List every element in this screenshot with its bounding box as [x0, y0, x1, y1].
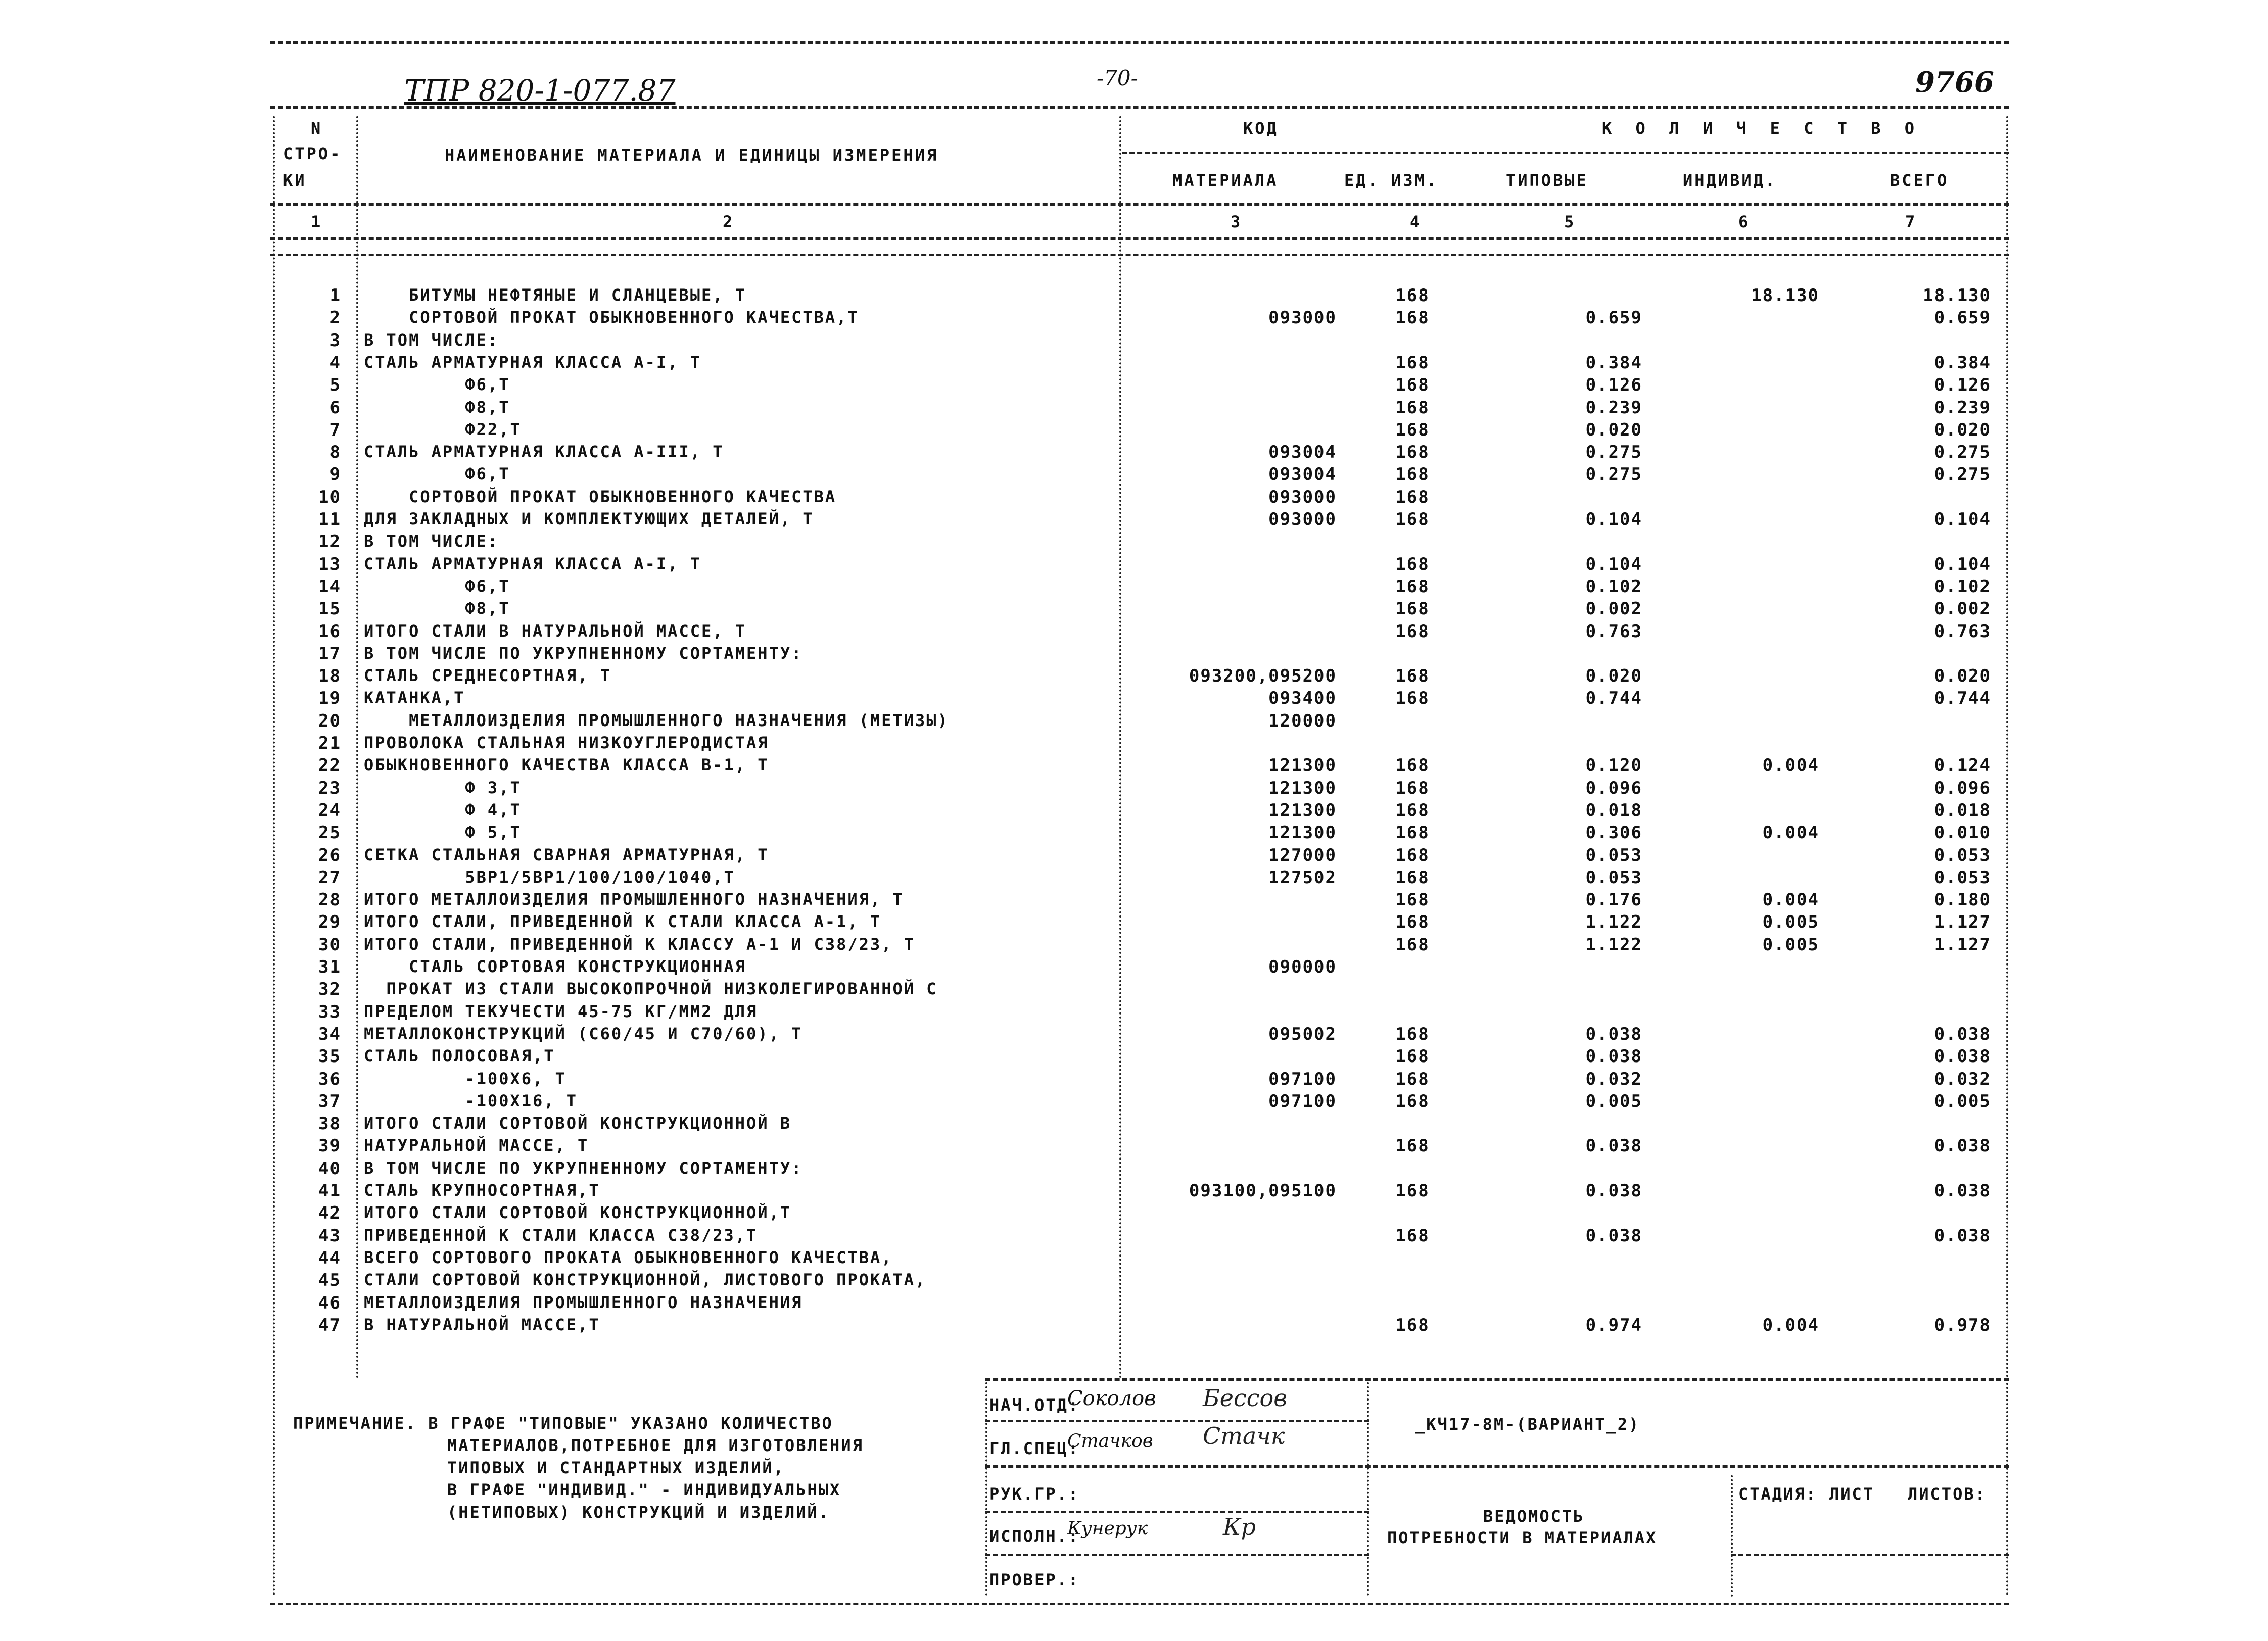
row-total-qty: 18.130	[1923, 285, 1991, 306]
stadiya-label: СТАДИЯ:	[1738, 1484, 1817, 1504]
row-material-name: В НАТУРАЛЬНОЙ МАССЕ,Т	[364, 1315, 600, 1334]
row-unit-code: 168	[1395, 1046, 1430, 1067]
ispoln-signature: Кр	[1223, 1513, 1256, 1540]
row-typical-qty: 0.176	[1585, 890, 1642, 910]
row-total-qty: 0.020	[1934, 420, 1991, 440]
row-material-name: В ТОМ ЧИСЛЕ ПО УКРУПНЕННОМУ СОРТАМЕНТУ:	[364, 644, 803, 663]
row-number: 21	[318, 733, 341, 753]
row-individual-qty: 18.130	[1751, 285, 1819, 306]
row-material-name: Ф 3,Т	[364, 778, 522, 797]
row-total-qty: 0.104	[1934, 509, 1991, 529]
row-typical-qty: 0.038	[1585, 1024, 1642, 1044]
row-material-name: В ТОМ ЧИСЛЕ:	[364, 330, 499, 350]
row-unit-code: 168	[1395, 912, 1430, 932]
row-material-code: 121300	[1268, 778, 1337, 798]
row-material-code: 120000	[1268, 711, 1337, 731]
row-number: 43	[318, 1226, 341, 1246]
gl-spec-signature: Стачк	[1203, 1422, 1285, 1450]
header-num-5: 5	[1564, 212, 1576, 231]
row-typical-qty: 0.005	[1585, 1091, 1642, 1112]
row-unit-code: 168	[1395, 1069, 1430, 1089]
row-total-qty: 0.384	[1934, 353, 1991, 373]
footer-top-line	[985, 1378, 2009, 1381]
sig-sep-right	[1367, 1378, 1369, 1596]
header-col-vsego: ВСЕГО	[1890, 171, 1949, 190]
row-material-name: Ф6,Т	[364, 576, 510, 596]
row-material-code: 121300	[1268, 800, 1337, 820]
row-total-qty: 0.053	[1934, 867, 1991, 888]
row-number: 17	[318, 644, 341, 664]
row-total-qty: 0.038	[1934, 1024, 1991, 1044]
row-number: 9	[329, 464, 341, 485]
header-col-kod: КОД	[1243, 119, 1279, 138]
row-typical-qty: 0.038	[1585, 1136, 1642, 1156]
ispoln-name: Кунерук	[1067, 1518, 1148, 1539]
row-number: 38	[318, 1114, 341, 1134]
row-number: 13	[318, 554, 341, 574]
row-number: 1	[329, 285, 341, 306]
row-number: 5	[329, 375, 341, 395]
row-number: 20	[318, 711, 341, 731]
col-sep-right	[2006, 116, 2008, 1597]
row-typical-qty: 0.126	[1585, 375, 1642, 395]
row-number: 28	[318, 890, 341, 910]
row-material-name: В ТОМ ЧИСЛЕ ПО УКРУПНЕННОМУ СОРТАМЕНТУ:	[364, 1159, 803, 1178]
row-material-name: Ф6,Т	[364, 375, 510, 394]
doc-title-1: ВЕДОМОСТЬ	[1483, 1507, 1585, 1526]
row-total-qty: 0.032	[1934, 1069, 1991, 1089]
row-material-name: ПРЕДЕЛОМ ТЕКУЧЕСТИ 45-75 КГ/ММ2 ДЛЯ	[364, 1002, 758, 1021]
row-number: 30	[318, 935, 341, 955]
row-total-qty: 0.744	[1934, 688, 1991, 708]
gl-spec-label: ГЛ.СПЕЦ:	[989, 1439, 1080, 1458]
row-material-name: ИТОГО МЕТАЛЛОИЗДЕЛИЯ ПРОМЫШЛЕННОГО НАЗНАЧЕНИЯ, Т	[364, 890, 904, 909]
row-material-name: -100Х6, Т	[364, 1069, 566, 1088]
row-material-name: 5ВР1/5ВР1/100/100/1040,Т	[364, 867, 735, 887]
row-typical-qty: 0.659	[1585, 308, 1642, 328]
row-total-qty: 0.763	[1934, 621, 1991, 642]
row-material-code: 095002	[1268, 1024, 1337, 1044]
row-material-name: СТАЛЬ АРМАТУРНАЯ КЛАССА А-I, Т	[364, 554, 701, 573]
row-number: 42	[318, 1203, 341, 1223]
row-total-qty: 0.038	[1934, 1046, 1991, 1067]
header-col-n: N	[311, 119, 323, 138]
row-number: 47	[318, 1315, 341, 1335]
row-typical-qty: 0.038	[1585, 1226, 1642, 1246]
header-col-tipovye: ТИПОВЫЕ	[1506, 171, 1588, 190]
row-material-name: БИТУМЫ НЕФТЯНЫЕ И СЛАНЦЕВЫЕ, Т	[364, 285, 747, 305]
note-line-2: МАТЕРИАЛОВ,ПОТРЕБНОЕ ДЛЯ ИЗГОТОВЛЕНИЯ	[447, 1436, 864, 1455]
row-total-qty: 0.038	[1934, 1136, 1991, 1156]
note-line-3: ТИПОВЫХ И СТАНДАРТНЫХ ИЗДЕЛИЙ,	[447, 1458, 785, 1477]
row-number: 11	[318, 509, 341, 529]
row-typical-qty: 0.384	[1585, 353, 1642, 373]
row-typical-qty: 0.053	[1585, 867, 1642, 888]
row-unit-code: 168	[1395, 375, 1430, 395]
stamp-sep	[1731, 1475, 1733, 1597]
row-material-code: 093000	[1268, 509, 1337, 529]
row-material-name: Ф8,Т	[364, 599, 510, 618]
row-material-name: Ф6,Т	[364, 464, 510, 484]
row-unit-code: 168	[1395, 1091, 1430, 1112]
sheet-number: 9766	[1915, 66, 1994, 99]
row-unit-code: 168	[1395, 867, 1430, 888]
row-typical-qty: 0.104	[1585, 509, 1642, 529]
row-number: 27	[318, 867, 341, 888]
row-unit-code: 168	[1395, 464, 1430, 485]
row-unit-code: 168	[1395, 487, 1430, 507]
header-num-6: 6	[1738, 212, 1751, 231]
row-unit-code: 168	[1395, 800, 1430, 820]
row-typical-qty: 0.275	[1585, 442, 1642, 462]
row-total-qty: 0.239	[1934, 398, 1991, 418]
row-total-qty: 0.126	[1934, 375, 1991, 395]
row-total-qty: 0.275	[1934, 442, 1991, 462]
row-number: 45	[318, 1270, 341, 1290]
row-number: 37	[318, 1091, 341, 1112]
row-unit-code: 168	[1395, 666, 1430, 686]
row-unit-code: 168	[1395, 845, 1430, 865]
row-number: 2	[329, 308, 341, 328]
row-number: 32	[318, 979, 341, 999]
list-label: ЛИСТ	[1829, 1484, 1875, 1504]
row-number: 14	[318, 576, 341, 597]
row-material-code: 097100	[1268, 1091, 1337, 1112]
ruk-gr-label: РУК.ГР.:	[989, 1484, 1080, 1504]
row-total-qty: 0.002	[1934, 599, 1991, 619]
note-line-1: ПРИМЕЧАНИЕ. В ГРАФЕ "ТИПОВЫЕ" УКАЗАНО КОЛИЧЕСТВО	[293, 1414, 833, 1433]
row-material-name: -100Х16, Т	[364, 1091, 578, 1111]
row-material-code: 093100,095100	[1189, 1181, 1337, 1201]
row-unit-code: 168	[1395, 1315, 1430, 1335]
header-mid-line	[1122, 152, 2009, 154]
sig-sep-left	[985, 1378, 987, 1596]
row-material-name: В ТОМ ЧИСЛЕ:	[364, 532, 499, 551]
row-individual-qty: 0.004	[1762, 755, 1819, 776]
row-material-name: СТАЛЬ ПОЛОСОВАЯ,Т	[364, 1046, 555, 1066]
header-col-ed: ЕД. ИЗМ.	[1344, 171, 1439, 190]
row-typical-qty: 0.104	[1585, 554, 1642, 574]
row-typical-qty: 0.763	[1585, 621, 1642, 642]
row-unit-code: 168	[1395, 823, 1430, 843]
gl-spec-name: Стачков	[1067, 1431, 1153, 1452]
row-material-code: 093004	[1268, 464, 1337, 485]
row-total-qty: 0.005	[1934, 1091, 1991, 1112]
row-unit-code: 168	[1395, 420, 1430, 440]
row-unit-code: 168	[1395, 890, 1430, 910]
row-typical-qty: 0.239	[1585, 398, 1642, 418]
header-col-indiv: ИНДИВИД.	[1683, 171, 1777, 190]
col-sep-left	[273, 116, 275, 1597]
row-material-name: Ф 5,Т	[364, 823, 522, 842]
row-total-qty: 1.127	[1934, 912, 1991, 932]
row-typical-qty: 0.744	[1585, 688, 1642, 708]
row-total-qty: 0.275	[1934, 464, 1991, 485]
row-material-name: СТАЛЬ СОРТОВАЯ КОНСТРУКЦИОННАЯ	[364, 957, 747, 976]
row-number: 19	[318, 688, 341, 708]
row-individual-qty: 0.004	[1762, 823, 1819, 843]
row-typical-qty: 0.018	[1585, 800, 1642, 820]
col-sep-name	[1119, 116, 1121, 1379]
row-number: 16	[318, 621, 341, 642]
row-unit-code: 168	[1395, 1181, 1430, 1201]
row-number: 22	[318, 755, 341, 776]
row-material-name: ИТОГО СТАЛИ, ПРИВЕДЕННОЙ К КЛАССУ А-1 И С38/23, Т	[364, 935, 916, 954]
row-material-name: ПРОКАТ ИЗ СТАЛИ ВЫСОКОПРОЧНОЙ НИЗКОЛЕГИРОВАННОЙ С	[364, 979, 938, 998]
row-unit-code: 168	[1395, 599, 1430, 619]
row-material-name: СТАЛЬ СРЕДНЕСОРТНАЯ, Т	[364, 666, 611, 685]
row-material-name: МЕТАЛЛОИЗДЕЛИЯ ПРОМЫШЛЕННОГО НАЗНАЧЕНИЯ	[364, 1293, 803, 1312]
row-number: 31	[318, 957, 341, 977]
sig-line-4	[985, 1554, 1369, 1556]
row-total-qty: 0.010	[1934, 823, 1991, 843]
header-line-2	[270, 203, 2009, 206]
row-material-name: ПРИВЕДЕННОЙ К СТАЛИ КЛАССА С38/23,Т	[364, 1226, 758, 1245]
row-total-qty: 0.020	[1934, 666, 1991, 686]
header-line-4	[270, 254, 2009, 256]
row-material-name: НАТУРАЛЬНОЙ МАССЕ, Т	[364, 1136, 589, 1155]
row-number: 23	[318, 778, 341, 798]
row-unit-code: 168	[1395, 1136, 1430, 1156]
row-unit-code: 168	[1395, 398, 1430, 418]
row-unit-code: 168	[1395, 442, 1430, 462]
sig-line-3	[985, 1511, 1369, 1513]
top-border-line	[270, 41, 2009, 44]
row-material-name: СОРТОВОЙ ПРОКАТ ОБЫКНОВЕННОГО КАЧЕСТВА,Т	[364, 308, 859, 327]
row-material-name: ВСЕГО СОРТОВОГО ПРОКАТА ОБЫКНОВЕННОГО КАЧЕСТВА,	[364, 1248, 893, 1267]
doc-code-handwritten: ТПР 820-1-077.87	[404, 73, 676, 108]
row-unit-code: 168	[1395, 1024, 1430, 1044]
header-col-ki: КИ	[283, 171, 307, 190]
header-num-1: 1	[311, 212, 323, 231]
row-material-name: Ф22,Т	[364, 420, 522, 439]
row-material-name: ПРОВОЛОКА СТАЛЬНАЯ НИЗКОУГЛЕРОДИСТАЯ	[364, 733, 769, 752]
row-unit-code: 168	[1395, 621, 1430, 642]
row-material-name: СТАЛЬ АРМАТУРНАЯ КЛАССА А-III, Т	[364, 442, 724, 461]
row-number: 33	[318, 1002, 341, 1022]
row-typical-qty: 1.122	[1585, 912, 1642, 932]
nach-otd-name: Соколов	[1067, 1387, 1156, 1410]
row-number: 34	[318, 1024, 341, 1044]
header-num-4: 4	[1410, 212, 1422, 231]
doc-title-2: ПОТРЕБНОСТИ В МАТЕРИАЛАХ	[1387, 1528, 1658, 1548]
row-number: 4	[329, 353, 341, 373]
row-typical-qty: 0.032	[1585, 1069, 1642, 1089]
sig-line-2	[985, 1465, 2009, 1468]
ispoln-label: ИСПОЛН.:	[989, 1527, 1080, 1546]
row-unit-code: 168	[1395, 778, 1430, 798]
row-material-code: 121300	[1268, 755, 1337, 776]
row-material-name: ОБЫКНОВЕННОГО КАЧЕСТВА КЛАССА В-1, Т	[364, 755, 769, 775]
row-total-qty: 0.018	[1934, 800, 1991, 820]
row-material-code: 093004	[1268, 442, 1337, 462]
row-total-qty: 0.096	[1934, 778, 1991, 798]
row-unit-code: 168	[1395, 353, 1430, 373]
row-typical-qty: 0.053	[1585, 845, 1642, 865]
row-number: 6	[329, 398, 341, 418]
row-number: 18	[318, 666, 341, 686]
row-total-qty: 1.127	[1934, 935, 1991, 955]
row-material-name: СТАЛЬ КРУПНОСОРТНАЯ,Т	[364, 1181, 600, 1200]
row-total-qty: 0.659	[1934, 308, 1991, 328]
row-material-name: Ф 4,Т	[364, 800, 522, 819]
header-line-3	[270, 237, 2009, 240]
header-top-line	[270, 106, 2009, 109]
row-typical-qty: 0.306	[1585, 823, 1642, 843]
row-number: 12	[318, 532, 341, 552]
row-typical-qty: 0.275	[1585, 464, 1642, 485]
row-typical-qty: 0.096	[1585, 778, 1642, 798]
note-line-4: В ГРАФЕ "ИНДИВИД." - ИНДИВИДУАЛЬНЫХ	[447, 1480, 841, 1500]
stamp-line	[1731, 1554, 2009, 1556]
row-unit-code: 168	[1395, 554, 1430, 574]
nach-otd-signature: Бессов	[1203, 1384, 1288, 1412]
row-material-code: 093000	[1268, 487, 1337, 507]
row-material-name: МЕТАЛЛОИЗДЕЛИЯ ПРОМЫШЛЕННОГО НАЗНАЧЕНИЯ (МЕТИЗЫ)	[364, 711, 949, 730]
row-number: 35	[318, 1046, 341, 1067]
prover-label: ПРОВЕР.:	[989, 1570, 1080, 1589]
row-unit-code: 168	[1395, 308, 1430, 328]
row-material-code: 090000	[1268, 957, 1337, 977]
note-line-5: (НЕТИПОВЫХ) КОНСТРУКЦИЙ И ИЗДЕЛИЙ.	[447, 1503, 830, 1522]
row-number: 40	[318, 1159, 341, 1179]
header-num-3: 3	[1231, 212, 1243, 231]
row-typical-qty: 1.122	[1585, 935, 1642, 955]
header-col-kolichestvo: К О Л И Ч Е С Т В О	[1602, 119, 1922, 138]
row-unit-code: 168	[1395, 1226, 1430, 1246]
row-material-name: СЕТКА СТАЛЬНАЯ СВАРНАЯ АРМАТУРНАЯ, Т	[364, 845, 769, 864]
row-material-name: ИТОГО СТАЛИ СОРТОВОЙ КОНСТРУКЦИОННОЙ,Т	[364, 1203, 792, 1222]
row-individual-qty: 0.005	[1762, 912, 1819, 932]
row-number: 3	[329, 330, 341, 351]
row-material-code: 127000	[1268, 845, 1337, 865]
row-number: 7	[329, 420, 341, 440]
row-total-qty: 0.102	[1934, 576, 1991, 597]
row-number: 24	[318, 800, 341, 820]
header-num-2: 2	[723, 212, 735, 231]
nach-otd-label: НАЧ.ОТД:	[989, 1395, 1080, 1415]
row-individual-qty: 0.004	[1762, 1315, 1819, 1335]
sig-line-1	[985, 1420, 1369, 1422]
header-col-material: МАТЕРИАЛА	[1172, 171, 1279, 190]
row-number: 36	[318, 1069, 341, 1089]
row-number: 8	[329, 442, 341, 462]
row-number: 15	[318, 599, 341, 619]
listov-label: ЛИСТОВ:	[1908, 1484, 1987, 1504]
row-total-qty: 0.053	[1934, 845, 1991, 865]
row-unit-code: 168	[1395, 285, 1430, 306]
row-number: 46	[318, 1293, 341, 1313]
row-material-name: ИТОГО СТАЛИ СОРТОВОЙ КОНСТРУКЦИОННОЙ В	[364, 1114, 792, 1133]
row-total-qty: 0.038	[1934, 1181, 1991, 1201]
row-number: 29	[318, 912, 341, 932]
row-material-name: ИТОГО СТАЛИ, ПРИВЕДЕННОЙ К СТАЛИ КЛАССА А-1, Т	[364, 912, 882, 931]
row-number: 39	[318, 1136, 341, 1156]
row-material-name: Ф8,Т	[364, 398, 510, 417]
row-total-qty: 0.180	[1934, 890, 1991, 910]
row-total-qty: 0.038	[1934, 1226, 1991, 1246]
row-material-code: 093400	[1268, 688, 1337, 708]
row-typical-qty: 0.974	[1585, 1315, 1642, 1335]
row-material-code: 093200,095200	[1189, 666, 1337, 686]
row-material-name: КАТАНКА,Т	[364, 688, 465, 707]
row-material-name: МЕТАЛЛОКОНСТРУКЦИЙ (С60/45 И С70/60), Т	[364, 1024, 803, 1043]
page-marker: -70-	[1097, 66, 1138, 90]
row-material-code: 127502	[1268, 867, 1337, 888]
row-number: 25	[318, 823, 341, 843]
col-sep-num	[356, 116, 358, 1379]
header-col-stroki: СТРО-	[283, 144, 342, 163]
row-typical-qty: 0.120	[1585, 755, 1642, 776]
row-unit-code: 168	[1395, 935, 1430, 955]
project-code: _КЧ17-8М-(ВАРИАНТ_2)	[1415, 1415, 1640, 1434]
row-total-qty: 0.124	[1934, 755, 1991, 776]
row-number: 41	[318, 1181, 341, 1201]
row-typical-qty: 0.020	[1585, 666, 1642, 686]
row-individual-qty: 0.005	[1762, 935, 1819, 955]
row-typical-qty: 0.002	[1585, 599, 1642, 619]
row-unit-code: 168	[1395, 688, 1430, 708]
row-material-name: СОРТОВОЙ ПРОКАТ ОБЫКНОВЕННОГО КАЧЕСТВА	[364, 487, 837, 506]
row-typical-qty: 0.038	[1585, 1181, 1642, 1201]
row-material-code: 097100	[1268, 1069, 1337, 1089]
row-individual-qty: 0.004	[1762, 890, 1819, 910]
row-material-name: СТАЛЬ АРМАТУРНАЯ КЛАССА А-I, Т	[364, 353, 701, 372]
bottom-border-line	[270, 1603, 2009, 1605]
row-typical-qty: 0.102	[1585, 576, 1642, 597]
row-material-name: ИТОГО СТАЛИ В НАТУРАЛЬНОЙ МАССЕ, Т	[364, 621, 747, 641]
row-unit-code: 168	[1395, 576, 1430, 597]
row-number: 10	[318, 487, 341, 507]
row-material-name: СТАЛИ СОРТОВОЙ КОНСТРУКЦИОННОЙ, ЛИСТОВОГО ПРОКАТА,	[364, 1270, 927, 1289]
row-total-qty: 0.104	[1934, 554, 1991, 574]
row-total-qty: 0.978	[1934, 1315, 1991, 1335]
header-col-name: НАИМЕНОВАНИЕ МАТЕРИАЛА И ЕДИНИЦЫ ИЗМЕРЕНИЯ	[445, 146, 939, 165]
row-material-code: 121300	[1268, 823, 1337, 843]
row-number: 26	[318, 845, 341, 865]
header-num-7: 7	[1905, 212, 1917, 231]
row-unit-code: 168	[1395, 755, 1430, 776]
row-material-code: 093000	[1268, 308, 1337, 328]
row-unit-code: 168	[1395, 509, 1430, 529]
row-typical-qty: 0.038	[1585, 1046, 1642, 1067]
row-material-name: ДЛЯ ЗАКЛАДНЫХ И КОМПЛЕКТУЮЩИХ ДЕТАЛЕЙ, Т	[364, 509, 814, 528]
row-typical-qty: 0.020	[1585, 420, 1642, 440]
row-number: 44	[318, 1248, 341, 1268]
